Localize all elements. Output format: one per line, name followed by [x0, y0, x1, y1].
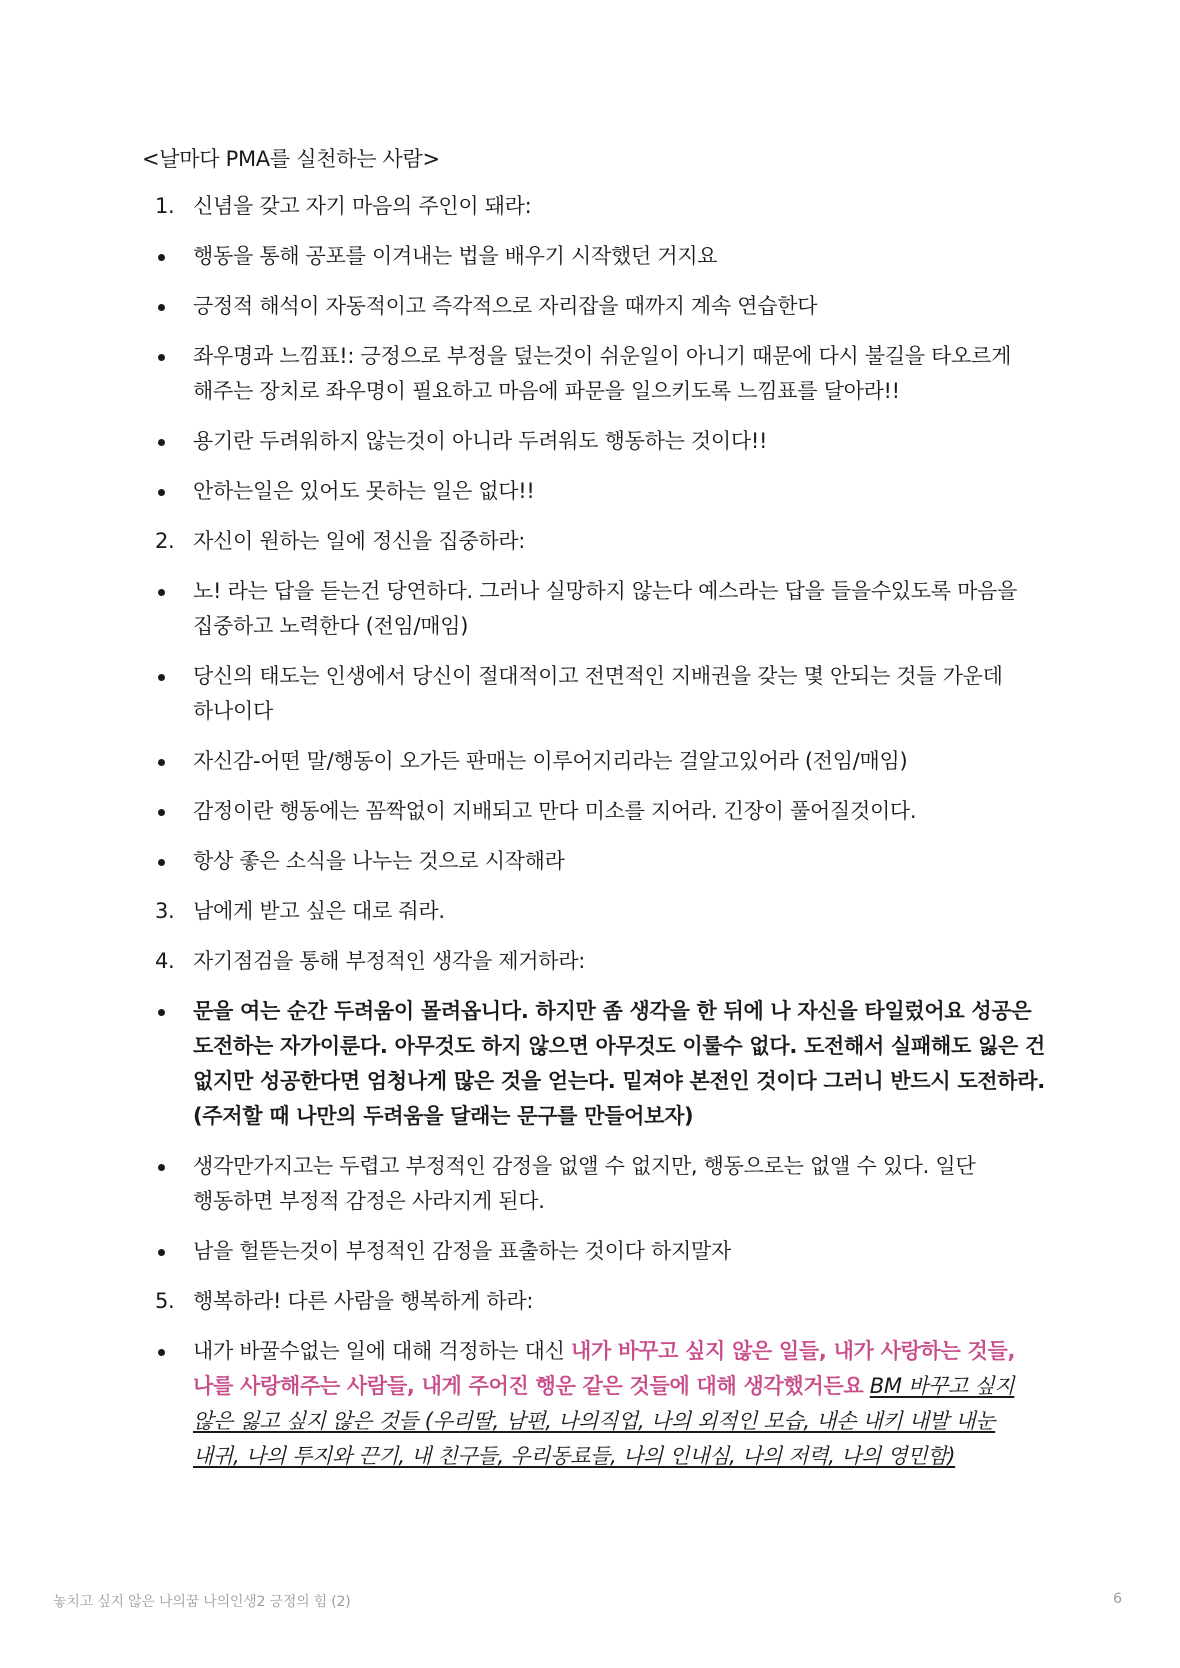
last-bullet-plain: 내가 바꿀수없는 일에 대해 걱정하는 대신 [193, 1339, 572, 1363]
item-text: 긍정적 해석이 자동적이고 즉각적으로 자리잡을 때까지 계속 연습한다 [193, 294, 818, 318]
bullet-dot [158, 1009, 165, 1016]
bullet-dot [158, 809, 165, 816]
item-text: 감정이란 행동에는 꼼짝없이 지배되고 만다 미소를 지어라. 긴장이 풀어질것이다. [193, 799, 917, 823]
item-text: 신념을 갖고 자기 마음의 주인이 돼라: [193, 194, 532, 218]
item-text: 자신이 원하는 일에 정신을 집중하라: [193, 529, 526, 553]
bullet-dot [158, 759, 165, 766]
item-text: 용기란 두려워하지 않는것이 아니라 두려워도 행동하는 것이다!! [193, 429, 768, 453]
list-item-bullet [155, 574, 1045, 644]
italic-underlined-note: BM 바꾸고 싶지 않은 잃고 싶지 않은 것들 (우리딸, 남편, 나의직업, 나의 외적인 모습, 내손 내키 내발 내눈 내귀, 나의 투지와 끈기, 내 친구들, 우리동료들, 나의 인내심, 나의 저력, 나의 영민함) [193, 1374, 1015, 1468]
list-item-numbered [155, 524, 1045, 559]
bullet-dot [158, 439, 165, 446]
list-item-bullet [155, 1149, 1045, 1219]
bullet-dot [158, 489, 165, 496]
item-text: 생각만가지고는 두렵고 부정적인 감정을 없앨 수 없지만, 행동으로는 없앨 수 있다. 일단 행동하면 부정적 감정은 사라지게 된다. [193, 1154, 976, 1213]
list-item-numbered [155, 189, 1045, 224]
section-heading: <날마다 PMA를 실천하는 사람> [142, 147, 440, 171]
item-text: 당신의 태도는 인생에서 당신이 절대적이고 전면적인 지배권을 갖는 몇 안되는 것들 가운데 하나이다 [193, 664, 1003, 723]
bullet-dot [158, 1249, 165, 1256]
list-item-numbered [155, 1284, 1045, 1319]
footer-title: 놓치고 싶지 않은 나의꿈 나의인생2 긍정의 힘 (2) [53, 1594, 351, 1610]
item-text: 항상 좋은 소식을 나누는 것으로 시작해라 [193, 849, 565, 873]
list-item-bullet [155, 339, 1045, 409]
bullet-dot [158, 254, 165, 261]
bullet-dot [158, 674, 165, 681]
bullet-dot [158, 859, 165, 866]
bullet-dot [158, 304, 165, 311]
list-item-bullet [155, 289, 1045, 324]
list-item-bullet [155, 1234, 1045, 1269]
bullet-dot [158, 354, 165, 361]
list-item-bullet [155, 424, 1045, 459]
item-text: 안하는일은 있어도 못하는 일은 없다!! [193, 479, 535, 503]
item-number: 2. [155, 529, 175, 553]
list-item-bullet [155, 659, 1045, 729]
item-text: 문을 여는 순간 두려움이 몰려옵니다. 하지만 좀 생각을 한 뒤에 나 자신을 타일렀어요 성공은 도전하는 자가이룬다. 아무것도 하지 않으면 아무것도 이룰수 없다. 도전해서 실패해도 잃은 건 없지만 성공한다면 엄청나게 많은 것을 얻는다. 밑져야 본전인 것이다 그러니 반드시 도전하라. (주저할 때 나만의 두려움을 달래는 문구를 만들어보자) [193, 999, 1045, 1128]
list-item-bullet [155, 744, 1045, 779]
item-number: 1. [155, 194, 175, 218]
item-text: 자기점검을 통해 부정적인 생각을 제거하라: [193, 949, 586, 973]
item-text: 행복하라! 다른 사람을 행복하게 하라: [193, 1289, 534, 1313]
bullet-dot [158, 1349, 165, 1356]
page-number: 6 [1113, 1591, 1122, 1607]
item-list [145, 189, 1045, 1319]
item-text: 자신감-어떤 말/행동이 오가든 판매는 이루어지리라는 걸알고있어라 (전임/매임) [193, 749, 908, 773]
item-text: 남에게 받고 싶은 대로 줘라. [193, 899, 445, 923]
list-item-numbered [155, 894, 1045, 929]
list-item-bullet [155, 994, 1045, 1134]
bullet-dot [158, 1164, 165, 1171]
page-content [142, 142, 1045, 1489]
list-item-bullet [155, 794, 1045, 829]
item-text: 남을 헐뜯는것이 부정적인 감정을 표출하는 것이다 하지말자 [193, 1239, 731, 1263]
item-number: 4. [155, 949, 175, 973]
list-item-numbered [155, 944, 1045, 979]
list-item-bullet [155, 239, 1045, 274]
list-item-bullet [155, 844, 1045, 879]
list-item-bullet [155, 474, 1045, 509]
item-text: 노! 라는 답을 듣는건 당연하다. 그러나 실망하지 않는다 예스라는 답을 들을수있도록 마음을 집중하고 노력한다 (전임/매임) [193, 579, 1018, 638]
bullet-dot [158, 589, 165, 596]
item-text: 좌우명과 느낌표!: 긍정으로 부정을 덮는것이 쉬운일이 아니기 때문에 다시 불길을 타오르게 해주는 장치로 좌우명이 필요하고 마음에 파문을 일으키도록 느낌표를 달아라!! [193, 344, 1012, 403]
item-number: 3. [155, 899, 175, 923]
list-item-bullet [155, 1334, 1045, 1474]
highlight-text: 내가 바꾸고 싶지 않은 일들, 내가 사랑하는 것들, 나를 사랑해주는 사람들, 내게 주어진 행운 같은 것들에 대해 생각했거든요 [193, 1339, 1016, 1398]
item-text: 행동을 통해 공포를 이겨내는 법을 배우기 시작했던 거지요 [193, 244, 718, 268]
item-number: 5. [155, 1289, 175, 1313]
